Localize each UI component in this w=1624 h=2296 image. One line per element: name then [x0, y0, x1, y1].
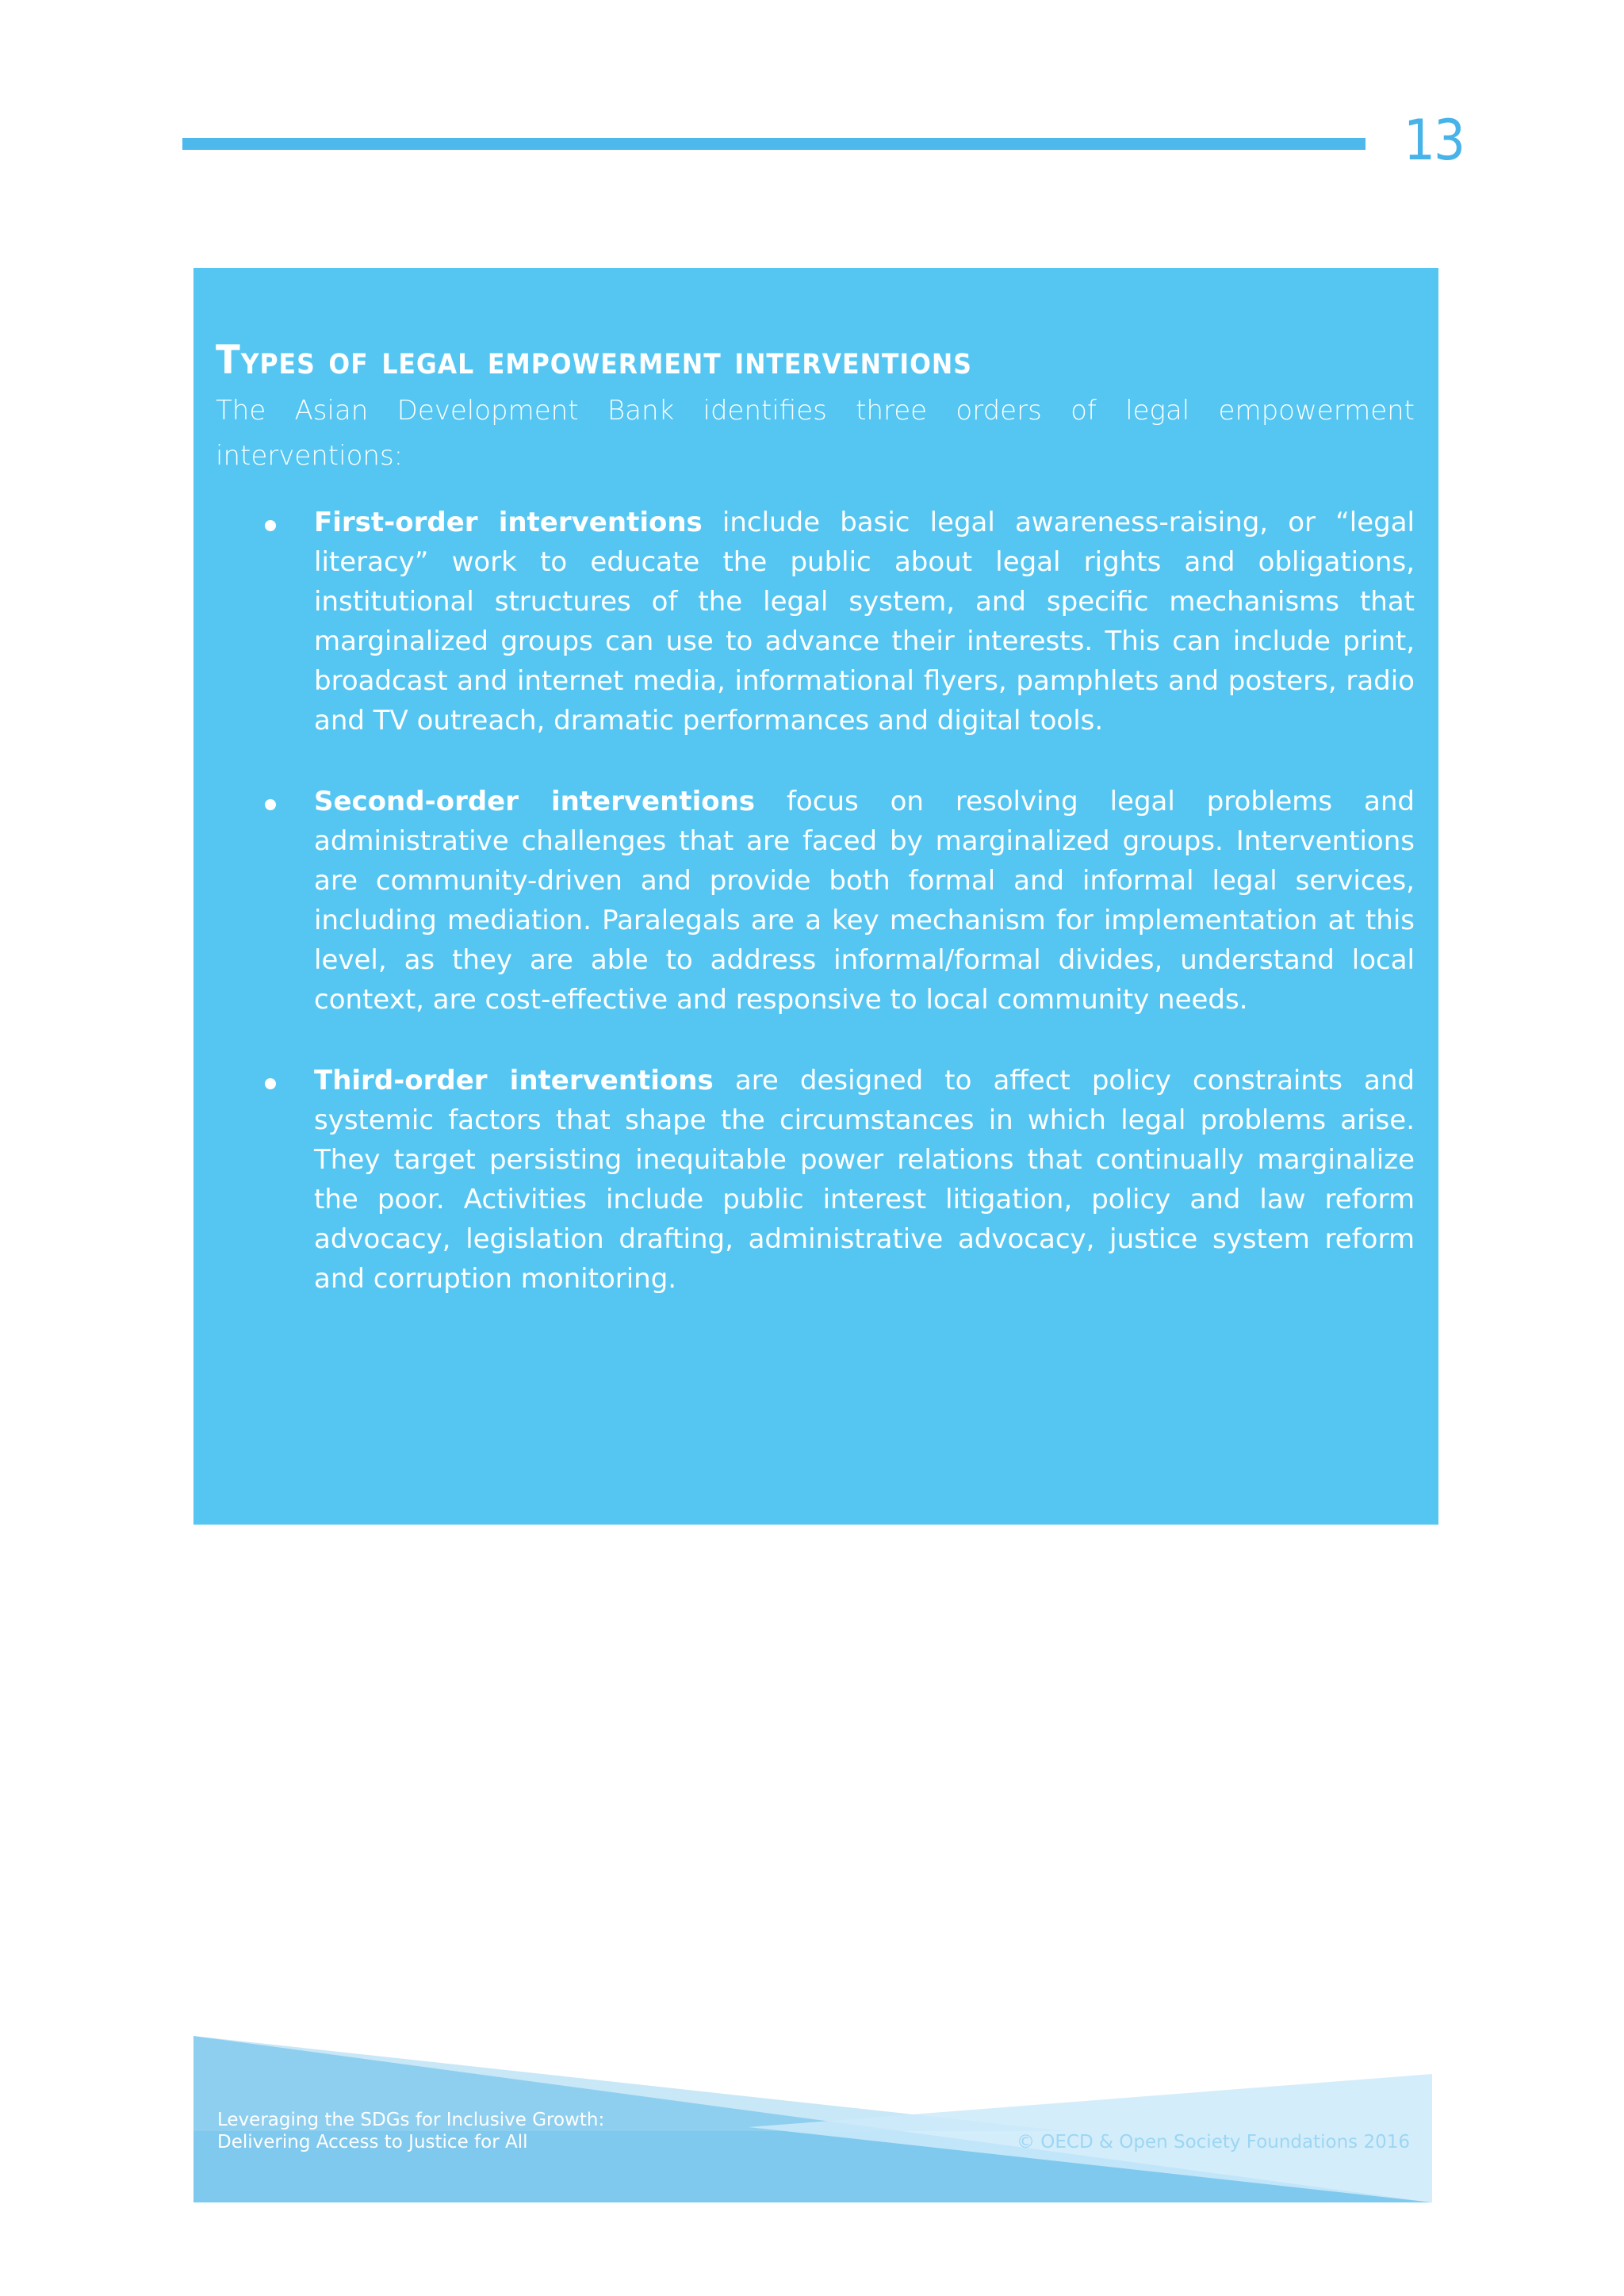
list-item-text — [314, 782, 1415, 1020]
list-item-lead: Second-order interventions — [314, 786, 756, 817]
footer-title — [217, 2109, 604, 2153]
interventions-list — [216, 503, 1415, 1299]
box-title: Types of legal empowerment interventions — [216, 337, 972, 383]
bullet-icon — [265, 520, 276, 531]
footer-banner — [193, 2036, 1432, 2202]
header-rule — [182, 138, 1365, 150]
box-intro: The Asian Development Bank identifies three orders of legal empowerment interventions: — [216, 395, 1415, 472]
footer-copyright: © OECD & Open Society Foundations 2016 — [1016, 2132, 1410, 2152]
footer-title-line1: Leveraging the SDGs for Inclusive Growth: — [217, 2110, 605, 2130]
footer-title-line2: Delivering Access to Justice for All — [217, 2132, 528, 2152]
list-item-lead: Third-order interventions — [314, 1065, 714, 1096]
list-item — [216, 1061, 1415, 1299]
list-item-text — [314, 1061, 1415, 1299]
list-item-lead: First-order interventions — [314, 507, 703, 538]
list-item — [216, 782, 1415, 1020]
list-item — [216, 503, 1415, 740]
list-item-text — [314, 503, 1415, 740]
bullet-icon — [265, 1078, 276, 1089]
bullet-icon — [265, 799, 276, 810]
list-item-body: are designed to affect policy constraints and systemic factors that shape the circumstances in which legal problems arise. They target persisting inequitable power relations that continually marginalize the poor. Activities include public interest litigation, policy and law reform advocacy, legislation drafting, administrative advocacy, justice system reform and corruption monitoring. — [314, 1065, 1415, 1295]
page-number: 13 — [1404, 108, 1465, 173]
list-item-body: include basic legal awareness-raising, or “legal literacy” work to educate the public about legal rights and obligations, institutional structures of the legal system, and specific mechanisms that marginalized groups can use to advance their interests. This can include print, broadcast and internet media, informational flyers, pamphlets and posters, radio and TV outreach, dramatic performances and digital tools. — [314, 507, 1415, 737]
list-item-body: focus on resolving legal problems and administrative challenges that are faced by marginalized groups. Interventions are community-driven and provide both formal and informal legal services, including mediation. Paralegals are a key mechanism for implementation at this level, as they are able to address informal/formal divides, understand local context, are cost-effective and responsive to local community needs. — [314, 786, 1415, 1016]
info-box — [193, 268, 1438, 1525]
